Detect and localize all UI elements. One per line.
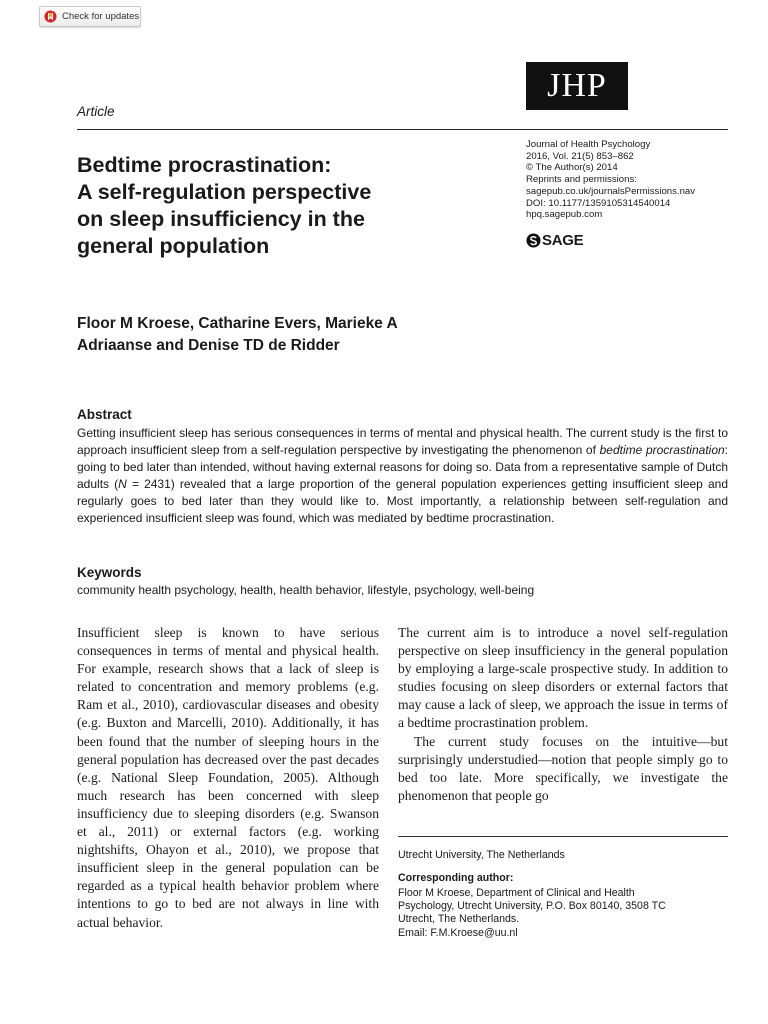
- corresponding-email[interactable]: Email: F.M.Kroese@uu.nl: [398, 926, 518, 939]
- journal-logo: JHP: [526, 62, 628, 110]
- footnote-divider: [398, 836, 728, 837]
- keywords-list: community health psychology, health, health behavior, lifestyle, psychology, well-being: [77, 583, 535, 597]
- title-line: Bedtime procrastination:: [77, 153, 332, 177]
- abstract-part: : going to bed later than intended, without having external reasons for doing so. Data from a representative sample of Dutch adults (: [77, 443, 729, 491]
- corresponding-line: Psychology, Utrecht University, P.O. Box 80140, 3508 TC: [398, 900, 666, 913]
- check-for-updates-button[interactable]: [39, 6, 141, 27]
- permissions-link[interactable]: sagepub.co.uk/journalsPermissions.nav: [526, 185, 696, 197]
- author-line: Adriaanse and Denise TD de Ridder: [77, 337, 340, 354]
- body-column-left: [77, 624, 379, 932]
- corresponding-line: Floor M Kroese, Department of Clinical and Health: [398, 887, 635, 899]
- bookmark-update-icon: [44, 10, 57, 23]
- article-type-label: Article: [77, 104, 115, 119]
- corresponding-author-heading: Corresponding author:: [398, 872, 514, 884]
- header-divider: [77, 129, 728, 130]
- body-column-right: [398, 624, 728, 805]
- body-paragraph: The current aim is to introduce a novel self-regulation perspective on sleep insufficiency in the general population by employing a large-scale prospective study. In addition to studies focusing on sleep disorders or external factors that may cause a lack of sleep, we approach the issue in terms of a bedtime procrastination problem.: [398, 625, 728, 731]
- body-paragraph: The current study focuses on the intuitive—but surprisingly understudied—notion that people simply go to bed too late. More specifically, we investigate the phenomenon that people go: [398, 733, 728, 803]
- title-line: on sleep insufficiency in the: [77, 207, 365, 231]
- check-for-updates-label: Check for updates: [62, 11, 140, 22]
- publisher-logo: [526, 231, 583, 249]
- abstract-part: Getting insufficient sleep has serious consequences in terms of mental and physical health. The current study is the first to approach insufficient sleep from a self-regulation perspective by investigating the phenomenon of: [77, 426, 728, 457]
- abstract-term: bedtime procrastination: [599, 443, 725, 457]
- sage-logo-icon: [526, 233, 541, 248]
- author-line: Floor M Kroese, Catharine Evers, Marieke A: [77, 315, 398, 332]
- author-list: [77, 313, 507, 357]
- journal-site-link[interactable]: hpq.sagepub.com: [526, 209, 603, 221]
- reprints-label: Reprints and permissions:: [526, 174, 637, 186]
- keywords-heading: Keywords: [77, 565, 142, 580]
- journal-volume: 2016, Vol. 21(5) 853–862: [526, 150, 634, 162]
- copyright: © The Author(s) 2014: [526, 162, 618, 174]
- doi-link[interactable]: DOI: 10.1177/1359105314540014: [526, 197, 671, 209]
- title-line: A self-regulation perspective: [77, 180, 372, 204]
- title-line: general population: [77, 234, 270, 258]
- abstract-part: = 2431) revealed that a large proportion of the general population experiences getting insufficient sleep and regularly goes to bed later than they would like to. Most importantly, a relationship between self-regulation and experienced insufficient sleep was found, which was mediated by bedtime procrastination.: [77, 477, 728, 525]
- abstract-text: [77, 425, 728, 527]
- body-paragraph: Insufficient sleep is known to have serious consequences in terms of mental and physical health. For example, research shows that a lack of sleep is related to concentration and memory problems (e.g. Ram et al., 2010), cardiovascular diseases and obesity (e.g. Buxton and Marcelli, 2010). Additionally, it has been found that the number of sleeping hours in the general population has decreased over the past decades (e.g. National Sleep Foundation, 2005). Although much research has been concerned with sleep insufficiency due to sleeping disorders (e.g. Swanson et al., 2011) or external factors (e.g. working nightshifts, Ohayon et al., 2010), we propose that insufficient sleep in the general population can be regarded as a typical health behavior problem where intentions to go to bed are not always in line with actual behavior.: [77, 625, 379, 930]
- sample-size-symbol: N: [118, 477, 127, 491]
- affiliation: Utrecht University, The Netherlands: [398, 849, 565, 861]
- article-title: [77, 152, 497, 260]
- journal-name: Journal of Health Psychology: [526, 139, 651, 150]
- corresponding-line: Utrecht, The Netherlands.: [398, 913, 520, 926]
- publisher-name: SAGE: [542, 231, 584, 249]
- journal-info: [526, 139, 726, 221]
- corresponding-author-details: [398, 887, 728, 940]
- abstract-heading: Abstract: [77, 407, 132, 422]
